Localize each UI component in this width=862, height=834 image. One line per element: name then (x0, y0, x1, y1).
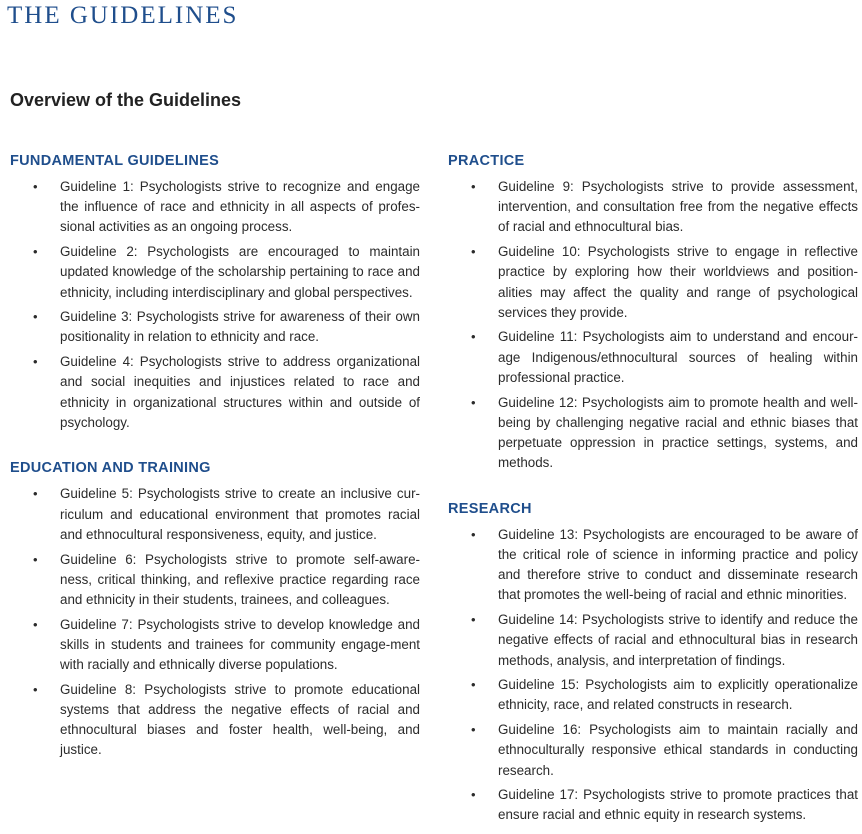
guideline-text: Guideline 5: Psychologists strive to create an inclusive cur-riculum and educational environment that promotes racial and ethnocultural responsiveness, equity, and justice. (60, 486, 420, 542)
guideline-text: Guideline 9: Psychologists strive to provide assessment, intervention, and consultation free from the negative effects of racial and ethnocultural bias. (498, 179, 858, 235)
guideline-item (448, 177, 858, 238)
bullet-icon: • (33, 486, 38, 502)
guideline-text: Guideline 10: Psychologists strive to engage in reflective practice by exploring how their worldviews and position-alities may affect the quality and range of psychological services they provide. (498, 244, 858, 320)
bullet-icon: • (471, 394, 476, 410)
guideline-text: Guideline 12: Psychologists aim to promote health and well-being by challenging negative racial and ethnic biases that perpetuate oppression in practice settings, systems, and methods. (498, 394, 858, 471)
bullet-icon: • (471, 329, 476, 345)
education-guideline-list (10, 484, 420, 760)
section-heading-practice: PRACTICE (448, 153, 525, 169)
guideline-text: Guideline 15: Psychologists aim to explicitly operationalize ethnicity, race, and related constructs in research. (498, 677, 858, 713)
section-heading-education: EDUCATION AND TRAINING (10, 460, 211, 477)
guideline-item (10, 242, 420, 303)
guideline-text: Guideline 1: Psychologists strive to recognize and engage the influence of race and ethnicity in all aspects of profes-sional activities as an ongoing process. (60, 179, 420, 235)
left-column (10, 153, 420, 765)
bullet-icon: • (33, 179, 38, 194)
guideline-item (10, 352, 420, 433)
page-header-title: THE GUIDELINES (7, 2, 239, 29)
bullet-icon: • (471, 612, 476, 628)
section-spacer (448, 478, 858, 501)
guideline-item (448, 327, 858, 388)
guideline-item (448, 242, 858, 323)
guideline-item (448, 675, 858, 715)
guideline-item (10, 307, 420, 347)
guideline-item (10, 550, 420, 611)
bullet-icon: • (471, 244, 476, 260)
guideline-item (448, 720, 858, 781)
guideline-text: Guideline 4: Psychologists strive to address organizational and social inequities and injustices related to race and ethnicity in organizational structures within and outside of psychology. (60, 354, 420, 430)
bullet-icon: • (471, 179, 476, 194)
guideline-item (10, 484, 420, 545)
guideline-text: Guideline 13: Psychologists are encouraged to be aware of the critical role of science in informing practice and policy and therefore strive to conduct and disseminate research that promotes the well-being of racial and ethnic minorities. (498, 526, 858, 603)
guideline-text: Guideline 2: Psychologists are encouraged to maintain updated knowledge of the scholarship pertaining to race and ethnicity, including interdisciplinary and global perspectives. (60, 244, 420, 300)
guideline-item (448, 785, 858, 825)
bullet-icon: • (33, 551, 38, 567)
guideline-item (448, 610, 858, 671)
overview-title: Overview of the Guidelines (10, 90, 242, 110)
bullet-icon: • (33, 681, 38, 697)
bullet-icon: • (471, 526, 476, 542)
guideline-text: Guideline 7: Psychologists strive to develop knowledge and skills in students and trainees for community engage-ment with racially and ethnically diverse populations. (60, 616, 420, 673)
bullet-icon: • (33, 354, 38, 370)
bullet-icon: • (471, 787, 476, 803)
guideline-text: Guideline 8: Psychologists strive to promote educational systems that address the negative effects of racial and ethnocultural biases and foster health, well-being, and justice. (60, 681, 420, 758)
section-heading-fundamental: FUNDAMENTAL GUIDELINES (10, 153, 220, 169)
guideline-text: Guideline 14: Psychologists strive to identify and reduce the negative effects of racial and ethnocultural bias in research methods, analysis, and interpretation of findings. (498, 612, 858, 668)
practice-guideline-list (448, 177, 858, 473)
bullet-icon: • (471, 722, 476, 738)
section-spacer (10, 437, 420, 460)
guideline-item (10, 615, 420, 676)
fundamental-guideline-list (10, 177, 420, 433)
guideline-text: Guideline 16: Psychologists aim to maintain racially and ethnoculturally responsive ethical standards in conducting research. (498, 722, 858, 778)
guideline-text: Guideline 3: Psychologists strive for awareness of their own positionality in relation to ethnicity and race. (60, 309, 420, 345)
section-heading-research: RESEARCH (448, 500, 532, 517)
guideline-text: Guideline 17: Psychologists strive to promote practices that ensure racial and ethnic equity in research systems. (498, 787, 858, 823)
research-guideline-list (448, 525, 858, 826)
guideline-item (448, 393, 858, 474)
guideline-item (10, 680, 420, 761)
bullet-icon: • (33, 309, 38, 325)
guideline-item (448, 525, 858, 606)
guideline-text: Guideline 11: Psychologists aim to understand and encour-age Indigenous/ethnocultural sources of healing within professional practice. (498, 329, 858, 385)
guideline-item (10, 177, 420, 238)
bullet-icon: • (33, 244, 38, 260)
guideline-text: Guideline 6: Psychologists strive to promote self-aware-ness, critical thinking, and reflexive practice regarding race and ethnicity in their students, trainees, and colleagues. (60, 551, 420, 607)
bullet-icon: • (33, 616, 38, 632)
bullet-icon: • (471, 677, 476, 693)
right-column (448, 153, 858, 830)
